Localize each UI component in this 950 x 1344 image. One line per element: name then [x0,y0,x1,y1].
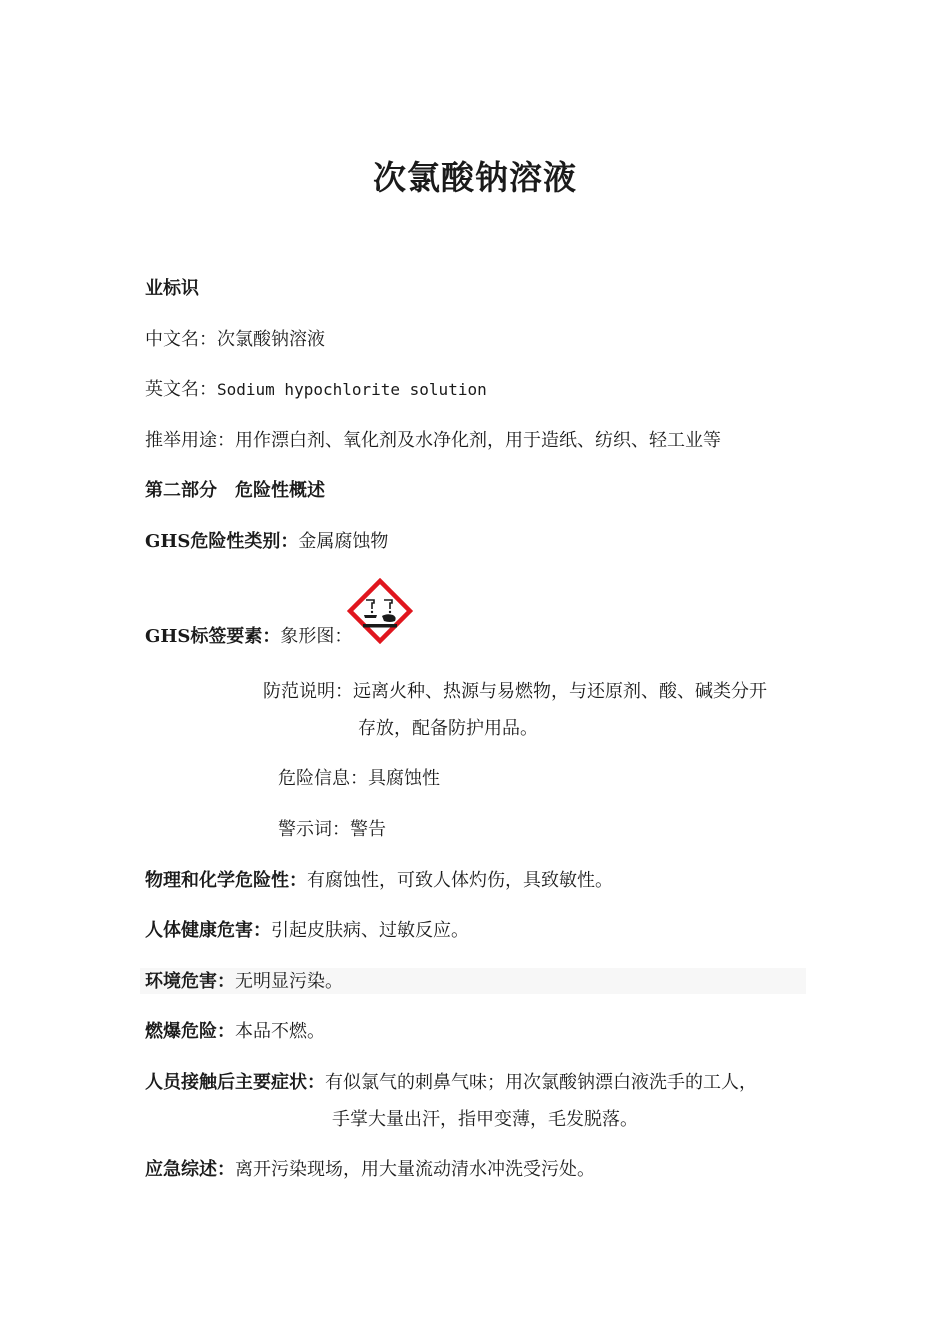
recommended-use-row [145,429,721,453]
recommended-use-value: 用作漂白剂、氧化剂及水净化剂，用于造纸、纺织、轻工业等 [235,430,721,451]
health-hazard-label: 人体健康危害： [145,920,271,941]
ghs-class-row [145,530,388,554]
phys-chem-hazard-value: 有腐蚀性，可致人体灼伤，具致敏性。 [307,870,613,891]
precaution-text-line2: 存放，配备防护用品。 [358,718,538,739]
symptoms-text-line1: 有似氯气的刺鼻气味；用次氯酸钠漂白液洗手的工人， [325,1072,757,1093]
hazard-info-value: 具腐蚀性 [368,768,440,789]
environment-hazard-value: 无明显污染。 [235,971,343,992]
recommended-use-label: 推举用途： [145,430,235,451]
document-title: 次氯酸钠溶液 [373,158,577,197]
pictogram-label: 象形图： [280,626,353,647]
ghs-class-value: 金属腐蚀物 [298,531,389,552]
ghs-label-elements-row [145,625,352,649]
chinese-name-row [145,328,325,352]
chinese-name-value: 次氯酸钠溶液 [217,329,325,350]
emergency-overview-value: 离开污染现场，用大量流动清水冲洗受污处。 [235,1159,595,1180]
symptoms-row [145,1071,757,1095]
environment-hazard-label: 环境危害： [145,971,235,992]
section-heading-hazards: 第二部分 危险性概述 [145,480,325,501]
phys-chem-hazard-row [145,869,613,893]
emergency-overview-row [145,1158,595,1182]
precaution-row [263,680,767,704]
emergency-overview-label: 应急综述： [145,1159,235,1180]
ghs-label-elements-label: GHS标签要素： [145,626,281,647]
environment-hazard-row [145,970,343,994]
ghs-class-label: GHS危险性类别： [145,531,299,552]
health-hazard-value: 引起皮肤病、过敏反应。 [271,920,469,941]
signal-word-label: 警示词： [278,819,350,840]
health-hazard-row [145,919,469,943]
hazard-info-label: 危险信息： [278,768,368,789]
english-name-label: 英文名： [145,379,217,400]
symptoms-text-line2: 手掌大量出汗，指甲变薄，毛发脱落。 [332,1109,638,1130]
section-heading-identification: 业标识 [145,278,199,299]
fire-hazard-label: 燃爆危险： [145,1021,235,1042]
fire-hazard-row [145,1020,325,1044]
english-name-row [145,378,487,402]
chinese-name-label: 中文名： [145,329,217,350]
signal-word-value: 警告 [350,819,386,840]
hazard-info-row [278,767,440,791]
phys-chem-hazard-label: 物理和化学危险性： [145,870,307,891]
fire-hazard-value: 本品不燃。 [235,1021,325,1042]
precaution-label: 防范说明： [263,681,353,702]
english-name-value: Sodium hypochlorite solution [217,380,487,399]
corrosion-pictogram-icon [347,578,413,644]
symptoms-label: 人员接触后主要症状： [145,1072,325,1093]
signal-word-row [278,818,386,842]
precaution-text-line1: 远离火种、热源与易燃物，与还原剂、酸、碱类分开 [353,681,767,702]
